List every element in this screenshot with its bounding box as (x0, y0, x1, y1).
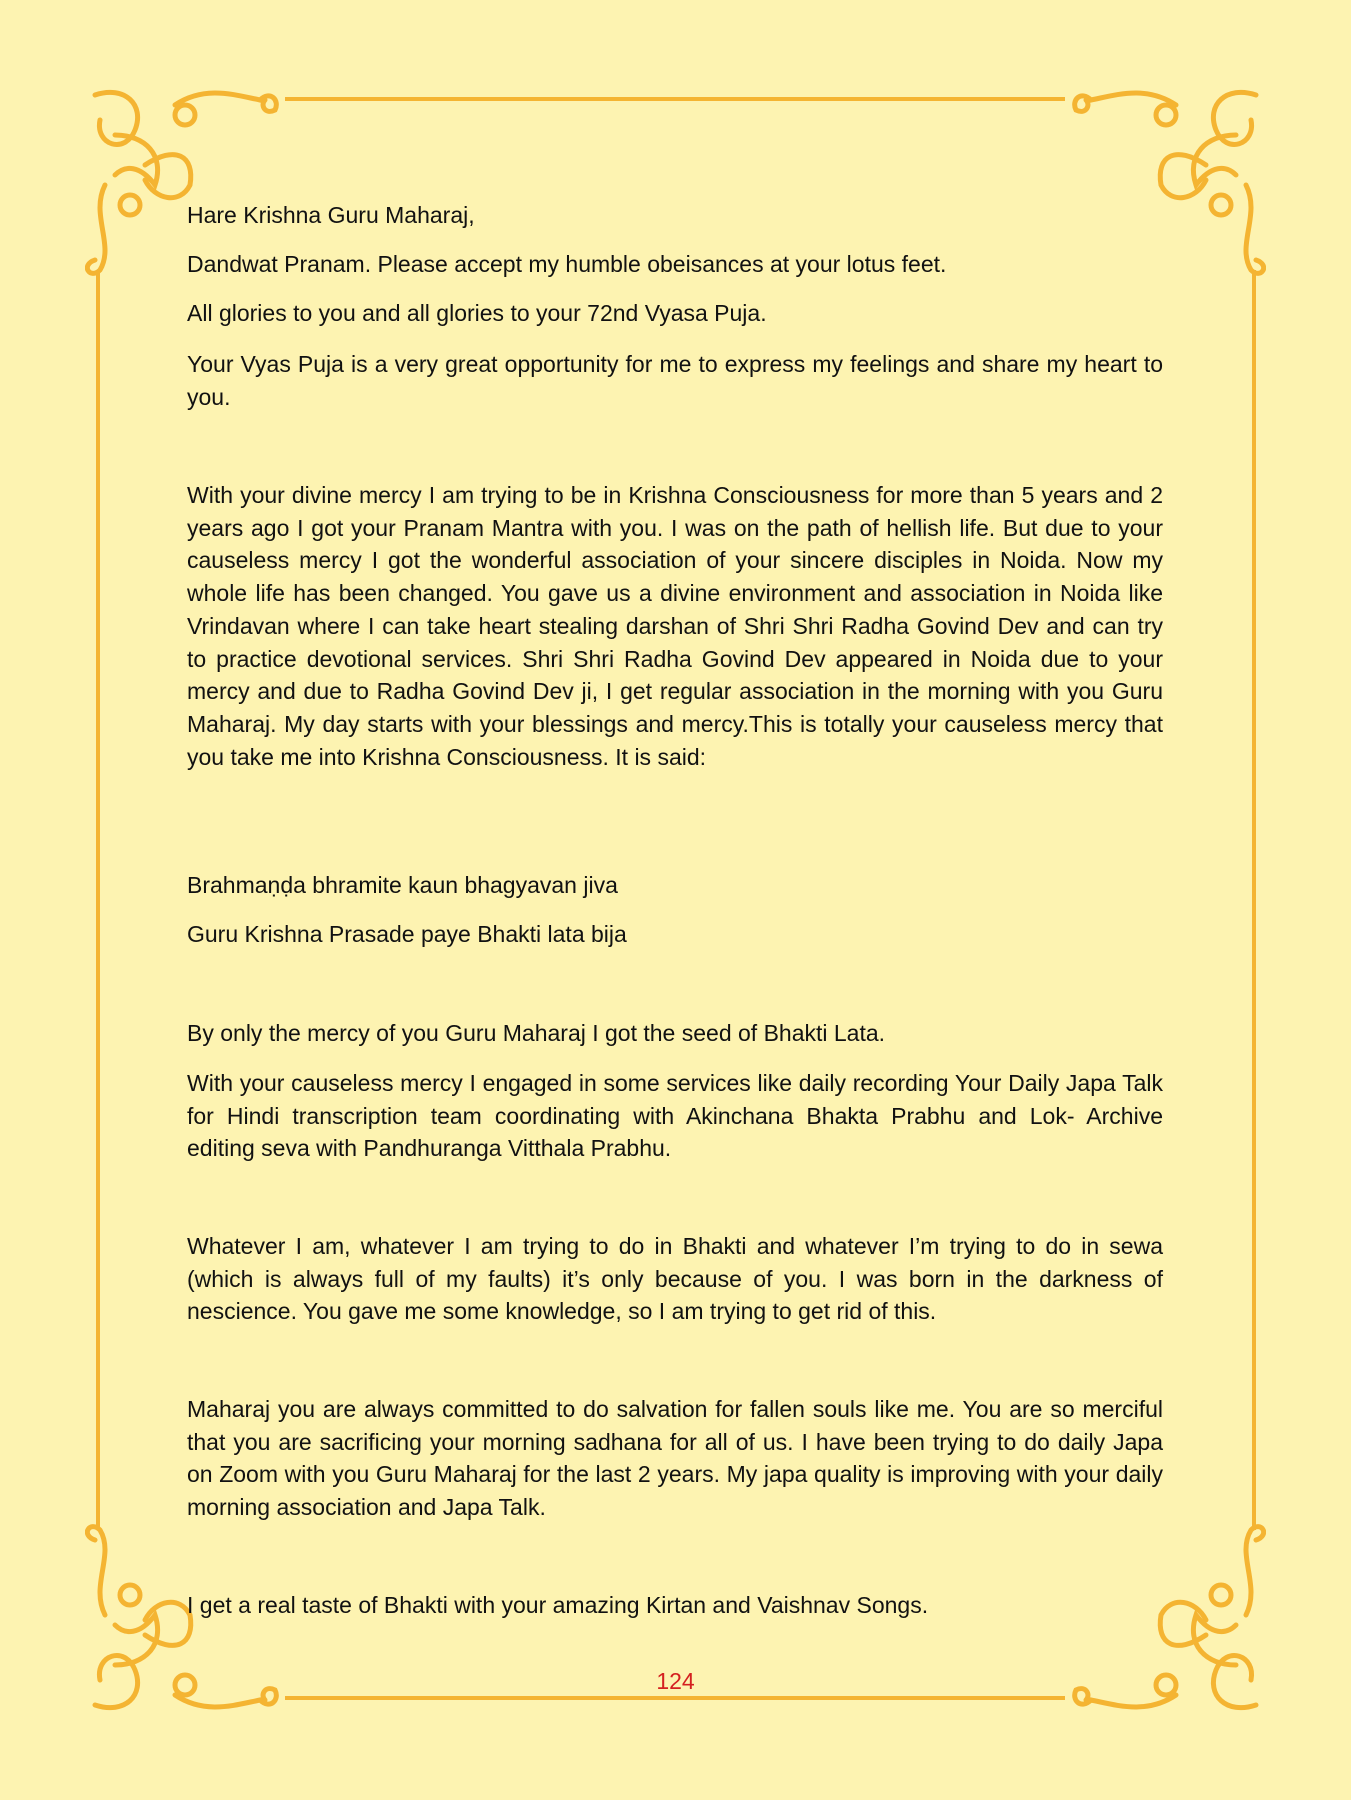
paragraph: With your divine mercy I am trying to be in Krishna Consciousness for more than 5 years and 2 years ago I got your Pranam Mantra with you. I was on the path of hellish life. But due to your causeless mercy I got the wonderful association of your sincere disciples in Noida. Now my whole life has been changed. You gave us a divine environment and association in Noida like Vrindavan where I can take heart stealing darshan of Shri Shri Radha Govind Dev and can try to practice devotional services. Shri Shri Radha Govind Dev appeared in Noida due to your mercy and due to Radha Govind Dev ji, I get regular association in the morning with you Guru Maharaj. My day starts with your blessings and mercy.This is totally your causeless mercy that you take me into Krishna Consciousness. It is said: (187, 482, 1163, 770)
paragraph: I get a real taste of Bhakti with your amazing Kirtan and Vaishnav Songs. (187, 1592, 929, 1618)
paragraph: Whatever I am, whatever I am trying to do in Bhakti and whatever I’m trying to do in sewa (which is always full of my faults) it’s only because of you. I was born in the darkness of nescience. You gave me some knowledge, so I am trying to get rid of this. (187, 1233, 1163, 1325)
page-number: 124 (656, 1668, 695, 1694)
paragraph: Maharaj you are always committed to do salvation for fallen souls like me. You are so merciful that you are sacrificing your morning sadhana for all of us. I have been trying to do daily Japa on Zoom with you Guru Maharaj for the last 2 years. My japa quality is improving with your daily morning association and Japa Talk. (187, 1396, 1163, 1521)
border-right (1252, 270, 1256, 1530)
paragraph: All glories to you and all glories to your 72nd Vyasa Puja. (187, 300, 767, 326)
salutation: Hare Krishna Guru Maharaj, (187, 202, 475, 228)
paragraph: By only the mercy of you Guru Maharaj I got the seed of Bhakti Lata. (187, 1020, 886, 1046)
border-bottom (285, 1696, 1065, 1700)
border-top (285, 97, 1065, 101)
verse-line: Guru Krishna Prasade paye Bhakti lata bija (187, 921, 627, 947)
border-left (96, 270, 100, 1530)
paragraph: Your Vyas Puja is a very great opportunity for me to express my feelings and share my heart to you. (187, 351, 1163, 410)
paragraph: Dandwat Pranam. Please accept my humble obeisances at your lotus feet. (187, 251, 947, 277)
paragraph: With your causeless mercy I engaged in some services like daily recording Your Daily Japa Talk for Hindi transcription team coordinating with Akinchana Bhakta Prabhu and Lok- Archive editing seva with Pandhuranga Vitthala Prabhu. (187, 1070, 1163, 1162)
verse-line: Brahmaṇḍa bhramite kaun bhagyavan jiva (187, 872, 618, 898)
